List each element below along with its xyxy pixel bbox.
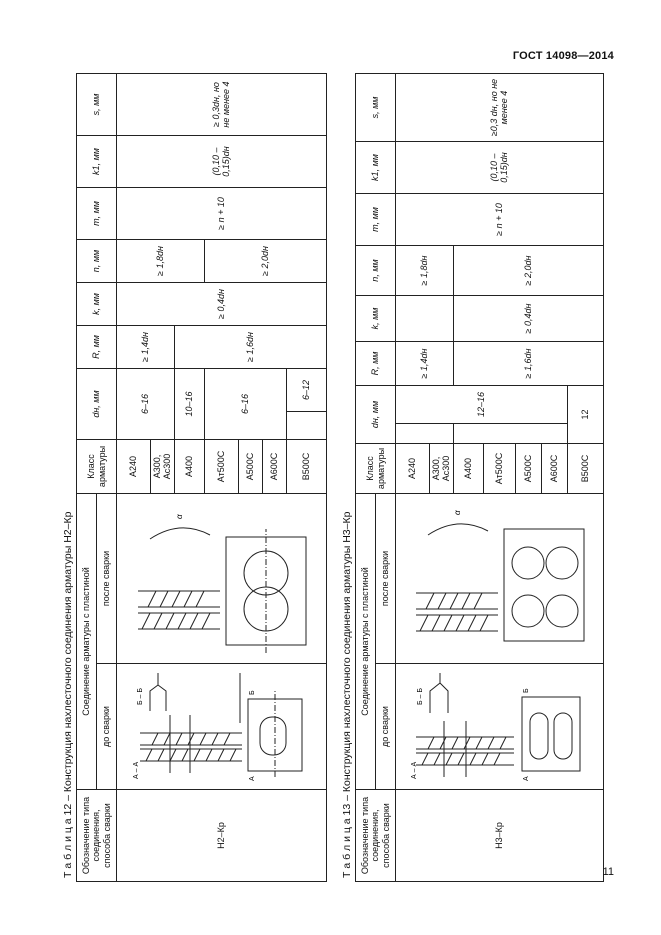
s-value: ≥0,3 dн, но не менее 4 — [396, 74, 604, 142]
header-designation: Обозначение типа соединения, способа сварки — [77, 790, 117, 882]
header-k: k, мм — [77, 283, 117, 326]
k-empty-cell — [396, 296, 454, 342]
d-range-6-12: 6–12 — [286, 369, 326, 412]
header-m: m, мм — [77, 188, 117, 240]
label-b: Б — [249, 690, 257, 696]
r-value-1-4: ≥ 1,4dн — [117, 326, 175, 369]
before-welding-drawing — [408, 668, 590, 786]
label-section-aa: А – А — [411, 762, 419, 780]
drawing-before-welding — [117, 664, 327, 790]
d-value-12: 12 — [567, 386, 603, 444]
designation-cell: Н3–Кр — [396, 790, 604, 882]
table-12 — [60, 74, 327, 882]
header-k1: k1, мм — [356, 142, 396, 194]
header-r: R, мм — [77, 326, 117, 369]
class-a500c: А500С — [238, 440, 262, 494]
class-b500c: В500С — [286, 440, 326, 494]
after-welding-drawing — [130, 498, 312, 660]
table-12-grid — [76, 73, 327, 882]
standard-number: ГОСТ 14098—2014 — [512, 50, 614, 62]
d-range-6-16: 6–16 — [117, 369, 175, 440]
drawing-after-welding — [396, 494, 604, 664]
class-at500c: Ат500С — [483, 444, 515, 494]
n-value-1-8: ≥ 1,8dн — [117, 240, 205, 283]
page-number: 11 — [602, 866, 614, 878]
header-class: Класс арматуры — [77, 440, 117, 494]
d-range-12-16: 12–16 — [396, 386, 568, 424]
header-s: s, мм — [356, 74, 396, 142]
header-before-welding: до сварки — [376, 664, 396, 790]
label-section-aa: А – А — [133, 762, 141, 780]
header-after-welding: после сварки — [376, 494, 396, 664]
k1-value: (0,10 – 0,15)dн — [396, 142, 604, 194]
n-value-1-8: ≥ 1,8dн — [396, 246, 454, 296]
d-range-6-16-b: 6–16 — [204, 369, 286, 440]
header-m: m, мм — [356, 194, 396, 246]
d-range-10-16: 10–16 — [174, 369, 204, 440]
header-class: Класс арматуры — [356, 444, 396, 494]
after-welding-drawing — [408, 498, 590, 660]
d-empty-cell-b — [453, 424, 567, 444]
d-empty-cell — [286, 412, 326, 440]
m-value: ≥ n + 10 — [117, 188, 327, 240]
class-at500c: Ат500С — [204, 440, 238, 494]
header-connection: Соединение арматуры с пластиной — [356, 494, 376, 790]
header-d: dн, мм — [356, 386, 396, 444]
class-b500c: В500С — [567, 444, 603, 494]
class-a400: А400 — [174, 440, 204, 494]
header-connection: Соединение арматуры с пластиной — [77, 494, 97, 790]
label-b: Б — [523, 688, 531, 694]
table-13-grid — [355, 73, 604, 882]
header-n: n, мм — [77, 240, 117, 283]
table-13 — [339, 74, 604, 882]
designation-cell: Н2–Кр — [117, 790, 327, 882]
r-value-1-4: ≥ 1,4dн — [396, 342, 454, 386]
label-section-bb: Б – Б — [417, 688, 425, 706]
header-s: s, мм — [77, 74, 117, 136]
class-a240: А240 — [117, 440, 151, 494]
s-value: ≥ 0,3dн, но не менее 4 — [117, 74, 327, 136]
label-a: А — [249, 776, 257, 782]
k1-value: (0,10 – 0,15)dн — [117, 136, 327, 188]
class-a600c: А600С — [262, 440, 286, 494]
class-a400: А400 — [453, 444, 483, 494]
class-a300: А300, Ас300 — [151, 440, 175, 494]
label-section-bb: Б – Б — [137, 688, 145, 706]
table-12-caption: Т а б л и ц а 12 – Конструкция нахлесточного соединения арматуры Н2–Кр — [62, 511, 74, 878]
n-value-2-0: ≥ 2,0dн — [204, 240, 326, 283]
r-value-1-6: ≥ 1,6dн — [453, 342, 603, 386]
header-d: dн, мм — [77, 369, 117, 440]
table-13-caption: Т а б л и ц а 13 – Конструкция нахлесточного соединения арматуры Н3–Кр — [341, 511, 353, 878]
label-alpha: α — [453, 510, 463, 516]
label-a: А — [523, 776, 531, 782]
drawing-after-welding — [117, 494, 327, 664]
header-designation: Обозначение типа соединения, способа сварки — [356, 790, 396, 882]
class-a600c: А600С — [541, 444, 567, 494]
header-before-welding: до сварки — [97, 664, 117, 790]
header-n: n, мм — [356, 246, 396, 296]
k-value: ≥ 0,4dн — [117, 283, 327, 326]
header-k: k, мм — [356, 296, 396, 342]
class-a240: А240 — [396, 444, 430, 494]
label-alpha: α — [175, 514, 185, 520]
k-value: ≥ 0,4dн — [453, 296, 603, 342]
n-value-2-0: ≥ 2,0dн — [453, 246, 603, 296]
class-a500c: А500С — [515, 444, 541, 494]
class-a300: А300, Ас300 — [430, 444, 454, 494]
r-value-1-6: ≥ 1,6dн — [174, 326, 326, 369]
header-after-welding: после сварки — [97, 494, 117, 664]
header-k1: k1, мм — [77, 136, 117, 188]
drawing-before-welding — [396, 664, 604, 790]
header-r: R, мм — [356, 342, 396, 386]
before-welding-drawing — [130, 668, 312, 786]
m-value: ≥ n + 10 — [396, 194, 604, 246]
d-empty-cell-a — [396, 424, 454, 444]
